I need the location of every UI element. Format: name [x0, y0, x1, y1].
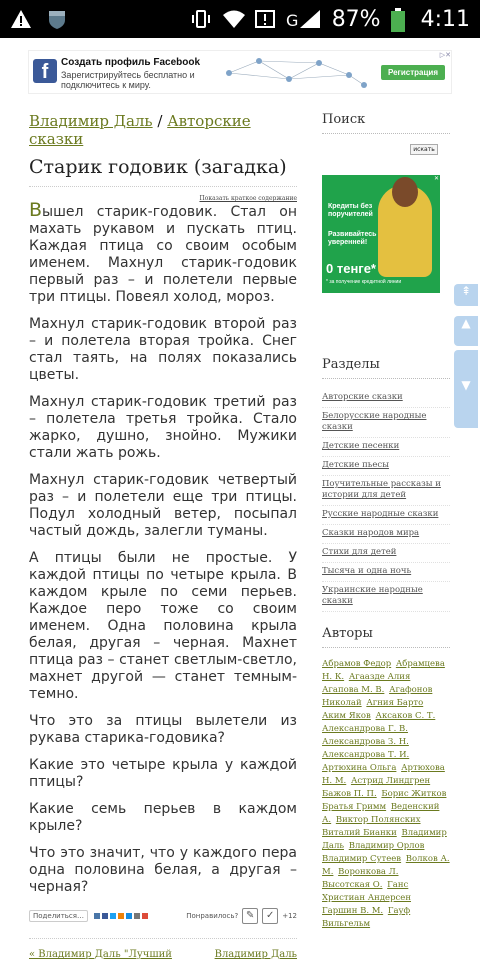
ad-zero-price: 0 тенге*: [326, 261, 376, 276]
author-link[interactable]: Воронкова Л.: [338, 867, 399, 877]
battery-percent: 87%: [331, 6, 381, 32]
section-link[interactable]: Сказки народов мира: [322, 525, 450, 544]
prev-story-link[interactable]: « Владимир Даль "Лучший: [29, 949, 172, 960]
section-link[interactable]: Авторские сказки: [322, 389, 450, 408]
share-bar: [29, 906, 297, 926]
status-bar: [0, 0, 480, 38]
author-link[interactable]: Артюхина Ольга: [322, 763, 397, 773]
sidebar-bank-ad[interactable]: [322, 175, 440, 293]
section-link[interactable]: Украинские народные сказки: [322, 582, 450, 612]
author-link[interactable]: Абрамцева Н. К.: [322, 659, 445, 682]
author-link[interactable]: Ганс Христиан Андерсен: [322, 880, 411, 903]
scroll-down-button[interactable]: ▼: [454, 350, 478, 428]
author-link[interactable]: Александрова Т. И.: [322, 750, 410, 760]
section-link[interactable]: Тысяча и одна ночь: [322, 563, 450, 582]
prev-next-nav: [29, 938, 297, 960]
author-link[interactable]: Владимир Даль: [322, 828, 447, 851]
sections-block: [322, 357, 450, 612]
sidebar: [322, 112, 450, 931]
author-link[interactable]: Волков А. М.: [322, 854, 450, 877]
author-link[interactable]: Виктор Полянских: [335, 815, 421, 825]
author-link[interactable]: Агния Барто: [366, 698, 424, 708]
story-paragraph: Какие это четыре крыла у каждой птицы?: [29, 757, 297, 790]
sections-heading: Разделы: [322, 357, 450, 379]
facebook-logo-icon: f: [33, 59, 57, 83]
ad-close-icon[interactable]: ▷✕: [439, 51, 451, 59]
story-paragraph: Махнул старик-годовик четвертый раз – и полетели еще три птицы. Подул холодный ветер, посыпал частый дождь, залегли туманы.: [29, 472, 297, 539]
authors-block: [322, 626, 450, 931]
like-count: +12: [282, 912, 297, 920]
author-link[interactable]: Аким Яков: [322, 711, 371, 721]
author-link[interactable]: Агаазде Алия: [348, 672, 411, 682]
story-paragraph: Вышел старик-годовик. Стал он махать рукавом и пускать птиц. Каждая птица со своим особым именем. Махнул старик-годовик первый раз – и полетели первые три птицы. Повеял холод, мороз.: [29, 199, 297, 305]
next-story-link[interactable]: Владимир Даль: [214, 949, 297, 960]
ad-close-icon[interactable]: ✕: [433, 175, 439, 182]
signal-label: G: [285, 11, 299, 30]
story-paragraph: Что это за птицы вылетели из рукава старика-годовика?: [29, 713, 297, 746]
warning-icon: [10, 8, 32, 30]
main-content: [29, 112, 297, 960]
notification-icon: [254, 8, 276, 30]
search-button[interactable]: искать: [410, 144, 438, 155]
story-paragraph: А птицы были не простые. У каждой птицы по четыре крыла. В каждом крыле по семи перьев. Каждое перо тоже со своим именем. Одна половина крыла белая, другая – черная. Махнет птица раз – станет светлым-светло, махнет другой — станет темным-темно.: [29, 550, 297, 702]
dropcap: В: [29, 199, 43, 221]
thumbs-up-icon[interactable]: ✓: [262, 908, 278, 924]
breadcrumb-separator: /: [152, 112, 168, 130]
story-text: [29, 199, 297, 896]
show-summary-link[interactable]: Показать краткое содержание: [199, 195, 297, 202]
story-paragraph: Какие семь перьев в каждом крыле?: [29, 801, 297, 834]
author-link[interactable]: Гаршин В. М.: [322, 906, 384, 916]
thumbs-down-icon[interactable]: ✎: [242, 908, 258, 924]
breadcrumb: [29, 112, 297, 148]
vk-icon[interactable]: [94, 913, 100, 919]
author-link[interactable]: Александрова З. Н.: [322, 737, 409, 747]
ad-label-mid: Развивайтесь уверенней!: [328, 231, 377, 246]
section-link[interactable]: Белорусские народные сказки: [322, 408, 450, 438]
ad-label-top: Кредиты без поручителей: [328, 203, 373, 218]
authors-list: [322, 658, 450, 931]
section-link[interactable]: Детские пьесы: [322, 457, 450, 476]
author-link[interactable]: Виталий Бианки: [322, 828, 397, 838]
fb-icon[interactable]: [102, 913, 108, 919]
share-button[interactable]: Поделиться…: [29, 910, 88, 922]
author-link[interactable]: Астрид Линдгрен: [350, 776, 431, 786]
section-link[interactable]: Стихи для детей: [322, 544, 450, 563]
section-link[interactable]: Русские народные сказки: [322, 506, 450, 525]
breadcrumb-author-link[interactable]: Владимир Даль: [29, 112, 153, 130]
author-link[interactable]: Агафонов Николай: [322, 685, 433, 708]
scroll-top-button[interactable]: ⇞: [454, 284, 478, 306]
page-title: Старик годовик (загадка): [29, 156, 297, 187]
ok-icon[interactable]: [118, 913, 124, 919]
webpage: [0, 38, 480, 960]
author-link[interactable]: Веденский А.: [322, 802, 440, 825]
section-link[interactable]: Поучительные рассказы и истории для детей: [322, 476, 450, 506]
clock: 4:11: [420, 6, 470, 32]
twitter-icon[interactable]: [110, 913, 116, 919]
author-link[interactable]: Высотская О.: [322, 880, 383, 890]
network-graphic-icon: [219, 55, 369, 91]
vibrate-icon: [190, 8, 212, 30]
author-link[interactable]: Александрова Г. В.: [322, 724, 409, 734]
shield-icon: [46, 8, 68, 30]
search-heading: Поиск: [322, 112, 450, 134]
story-paragraph: Махнул старик-годовик второй раз – и полетела вторая тройка. Снег стал таять, на полях показались цветы.: [29, 316, 297, 383]
author-link[interactable]: Братья Гримм: [322, 802, 387, 812]
ad-subtitle: Зарегистрируйтесь бесплатно и подключитесь к миру.: [61, 70, 195, 90]
facebook-ad-banner[interactable]: [28, 50, 452, 94]
author-link[interactable]: Аксаков С. Т.: [375, 711, 436, 721]
social-icons: [94, 913, 148, 919]
scroll-up-button[interactable]: ▲: [454, 316, 478, 346]
battery-icon: [391, 8, 405, 30]
author-link[interactable]: Владимир Орлов: [348, 841, 425, 851]
like-label: Понравилось?: [186, 912, 239, 920]
sections-list: [322, 389, 450, 612]
ad-fine-print: * за получение кредитной линии: [326, 279, 402, 285]
signal-icon: [286, 8, 322, 30]
author-link[interactable]: Абрамов Федор: [322, 659, 392, 669]
author-link[interactable]: Бажов П. П.: [322, 789, 377, 799]
like-widget: [186, 908, 297, 924]
wifi-icon: [222, 8, 244, 30]
ad-person-head: [392, 177, 418, 207]
register-button[interactable]: Регистрация: [381, 65, 445, 80]
author-link[interactable]: Агапова М. В.: [322, 685, 385, 695]
author-link[interactable]: Артюхова Н. М.: [322, 763, 445, 786]
lj-icon[interactable]: [134, 913, 140, 919]
mail-icon[interactable]: [126, 913, 132, 919]
story-paragraph: Что это значит, что у каждого пера одна половина белая, а другая – черная?: [29, 845, 297, 895]
gplus-icon[interactable]: [142, 913, 148, 919]
breadcrumb-category-link[interactable]: Авторские сказки: [29, 112, 251, 148]
story-paragraph: Махнул старик-годовик третий раз – полетела третья тройка. Стало жарко, душно, знойно. Мужики стали жать рожь.: [29, 394, 297, 461]
author-link[interactable]: Владимир Сутеев: [322, 854, 402, 864]
authors-heading: Авторы: [322, 626, 450, 648]
author-link[interactable]: Борис Житков: [381, 789, 447, 799]
ad-title: Создать профиль Facebook: [61, 57, 201, 68]
author-link[interactable]: Гауф Вильгельм: [322, 906, 411, 929]
section-link[interactable]: Детские песенки: [322, 438, 450, 457]
